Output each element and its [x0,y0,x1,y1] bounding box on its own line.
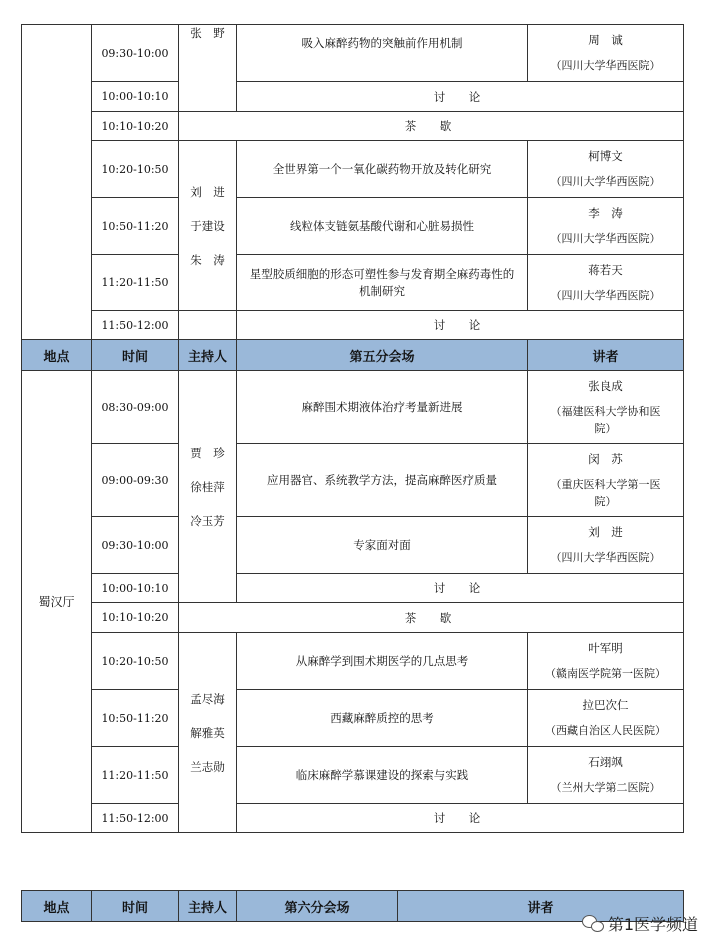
table-row [22,603,684,633]
table-row [22,747,684,804]
table-row [22,311,684,340]
break-cell: 茶 歇 [179,112,684,141]
table-row [22,574,684,603]
header-time: 时间 [92,340,179,371]
time-cell: 11:20-11:50 [92,747,179,804]
talk-title: 临床麻醉学慕课建设的探索与实践 [237,747,528,804]
table-row [22,255,684,311]
speaker-cell [528,747,684,804]
speaker-name: 叶军明 [588,641,623,655]
time-cell: 10:00-10:10 [92,82,179,112]
header-location: 地点 [22,891,92,922]
location-cell: 蜀汉厅 [22,371,92,833]
header-session: 第五分会场 [237,340,528,371]
speaker-cell [528,141,684,198]
table-row [22,25,684,82]
talk-title: 吸入麻醉药物的突触前作用机制 [237,25,528,82]
talk-title: 星型胶质细胞的形态可塑性参与发育期全麻药毒性的机制研究 [237,255,528,311]
talk-title: 专家面对面 [237,517,528,574]
table-row [22,371,684,444]
header-host: 主持人 [179,340,237,371]
time-cell: 10:20-10:50 [92,633,179,690]
speaker-org: （重庆医科大学第一医院） [550,477,661,508]
time-cell: 10:50-11:20 [92,198,179,255]
talk-title: 全世界第一个一氧化碳药物开放及转化研究 [237,141,528,198]
speaker-org: （四川大学华西医院） [550,175,661,188]
header-speaker: 讲者 [398,891,684,922]
speaker-cell [528,517,684,574]
speaker-org: （四川大学华西医院） [550,232,661,245]
speaker-cell [528,371,684,444]
host-cell: 贾 珍 徐桂萍 冷玉芳 [179,371,237,603]
time-cell: 10:10-10:20 [92,603,179,633]
speaker-cell [528,633,684,690]
talk-title: 从麻醉学到围术期医学的几点思考 [237,633,528,690]
speaker-name: 张良成 [588,378,623,393]
discussion-cell: 讨 论 [237,311,684,340]
speaker-org: （赣南医学院第一医院） [545,667,666,680]
watermark-text: 第1医学频道 [607,915,698,934]
header-time: 时间 [92,891,179,922]
speaker-org: （福建医科大学协和医院） [550,404,661,435]
speaker-org: （西藏自治区人民医院） [545,724,666,737]
speaker-cell [528,690,684,747]
speaker-cell [528,444,684,517]
host-cell: 孟尽海 解雅英 兰志勋 [179,633,237,833]
table-row [22,517,684,574]
speaker-name: 柯博文 [588,149,623,163]
time-cell: 11:20-11:50 [92,255,179,311]
time-cell: 10:20-10:50 [92,141,179,198]
table-row [22,690,684,747]
speaker-cell [528,198,684,255]
time-cell: 08:30-09:00 [92,371,179,444]
table-row [22,804,684,833]
table-row [22,198,684,255]
speaker-name: 蒋若天 [588,262,623,277]
speaker-org: （四川大学华西医院） [550,59,661,72]
time-cell: 09:30-10:00 [92,25,179,82]
time-cell: 09:30-10:00 [92,517,179,574]
speaker-org: （四川大学华西医院） [550,551,661,564]
time-cell: 09:00-09:30 [92,444,179,517]
time-cell: 11:50-12:00 [92,804,179,833]
speaker-name: 拉巴次仁 [582,698,629,712]
time-cell: 10:00-10:10 [92,574,179,603]
header-speaker: 讲者 [528,340,684,371]
time-cell: 10:50-11:20 [92,690,179,747]
speaker-name: 周 诚 [588,33,623,47]
speaker-name: 李 涛 [588,206,623,220]
talk-title: 麻醉围术期液体治疗考量新进展 [237,371,528,444]
discussion-cell: 讨 论 [237,82,684,112]
header-session: 第六分会场 [237,891,398,922]
speaker-name: 石翊飒 [588,755,623,769]
speaker-cell [528,255,684,311]
speaker-org: （四川大学华西医院） [550,288,661,302]
table-header [22,340,684,371]
time-cell: 10:10-10:20 [92,112,179,141]
break-cell: 茶 歇 [179,603,684,633]
wechat-icon [582,915,604,932]
discussion-cell: 讨 论 [237,574,684,603]
table-row [22,141,684,198]
table-row [22,82,684,112]
talk-title: 线粒体支链氨基酸代谢和心脏易损性 [237,198,528,255]
location-cell [22,25,92,340]
speaker-org: （兰州大学第二医院） [550,781,661,794]
table-row [22,112,684,141]
speaker-name: 闵 苏 [588,451,623,466]
header-location: 地点 [22,340,92,371]
host-cell: 张 野 [179,25,237,112]
header-host: 主持人 [179,891,237,922]
table-row [22,444,684,517]
talk-title: 应用器官、系统教学方法，提高麻醉医疗质量 [237,444,528,517]
table-row [22,633,684,690]
time-cell: 11:50-12:00 [92,311,179,340]
discussion-cell: 讨 论 [237,804,684,833]
talk-title: 西藏麻醉质控的思考 [237,690,528,747]
speaker-name: 刘 进 [588,525,623,539]
speaker-cell [528,25,684,82]
host-cell: 刘 进 于建设 朱 涛 [179,141,237,311]
watermark [582,912,698,935]
schedule-table [21,24,684,833]
host-cell [179,311,237,340]
